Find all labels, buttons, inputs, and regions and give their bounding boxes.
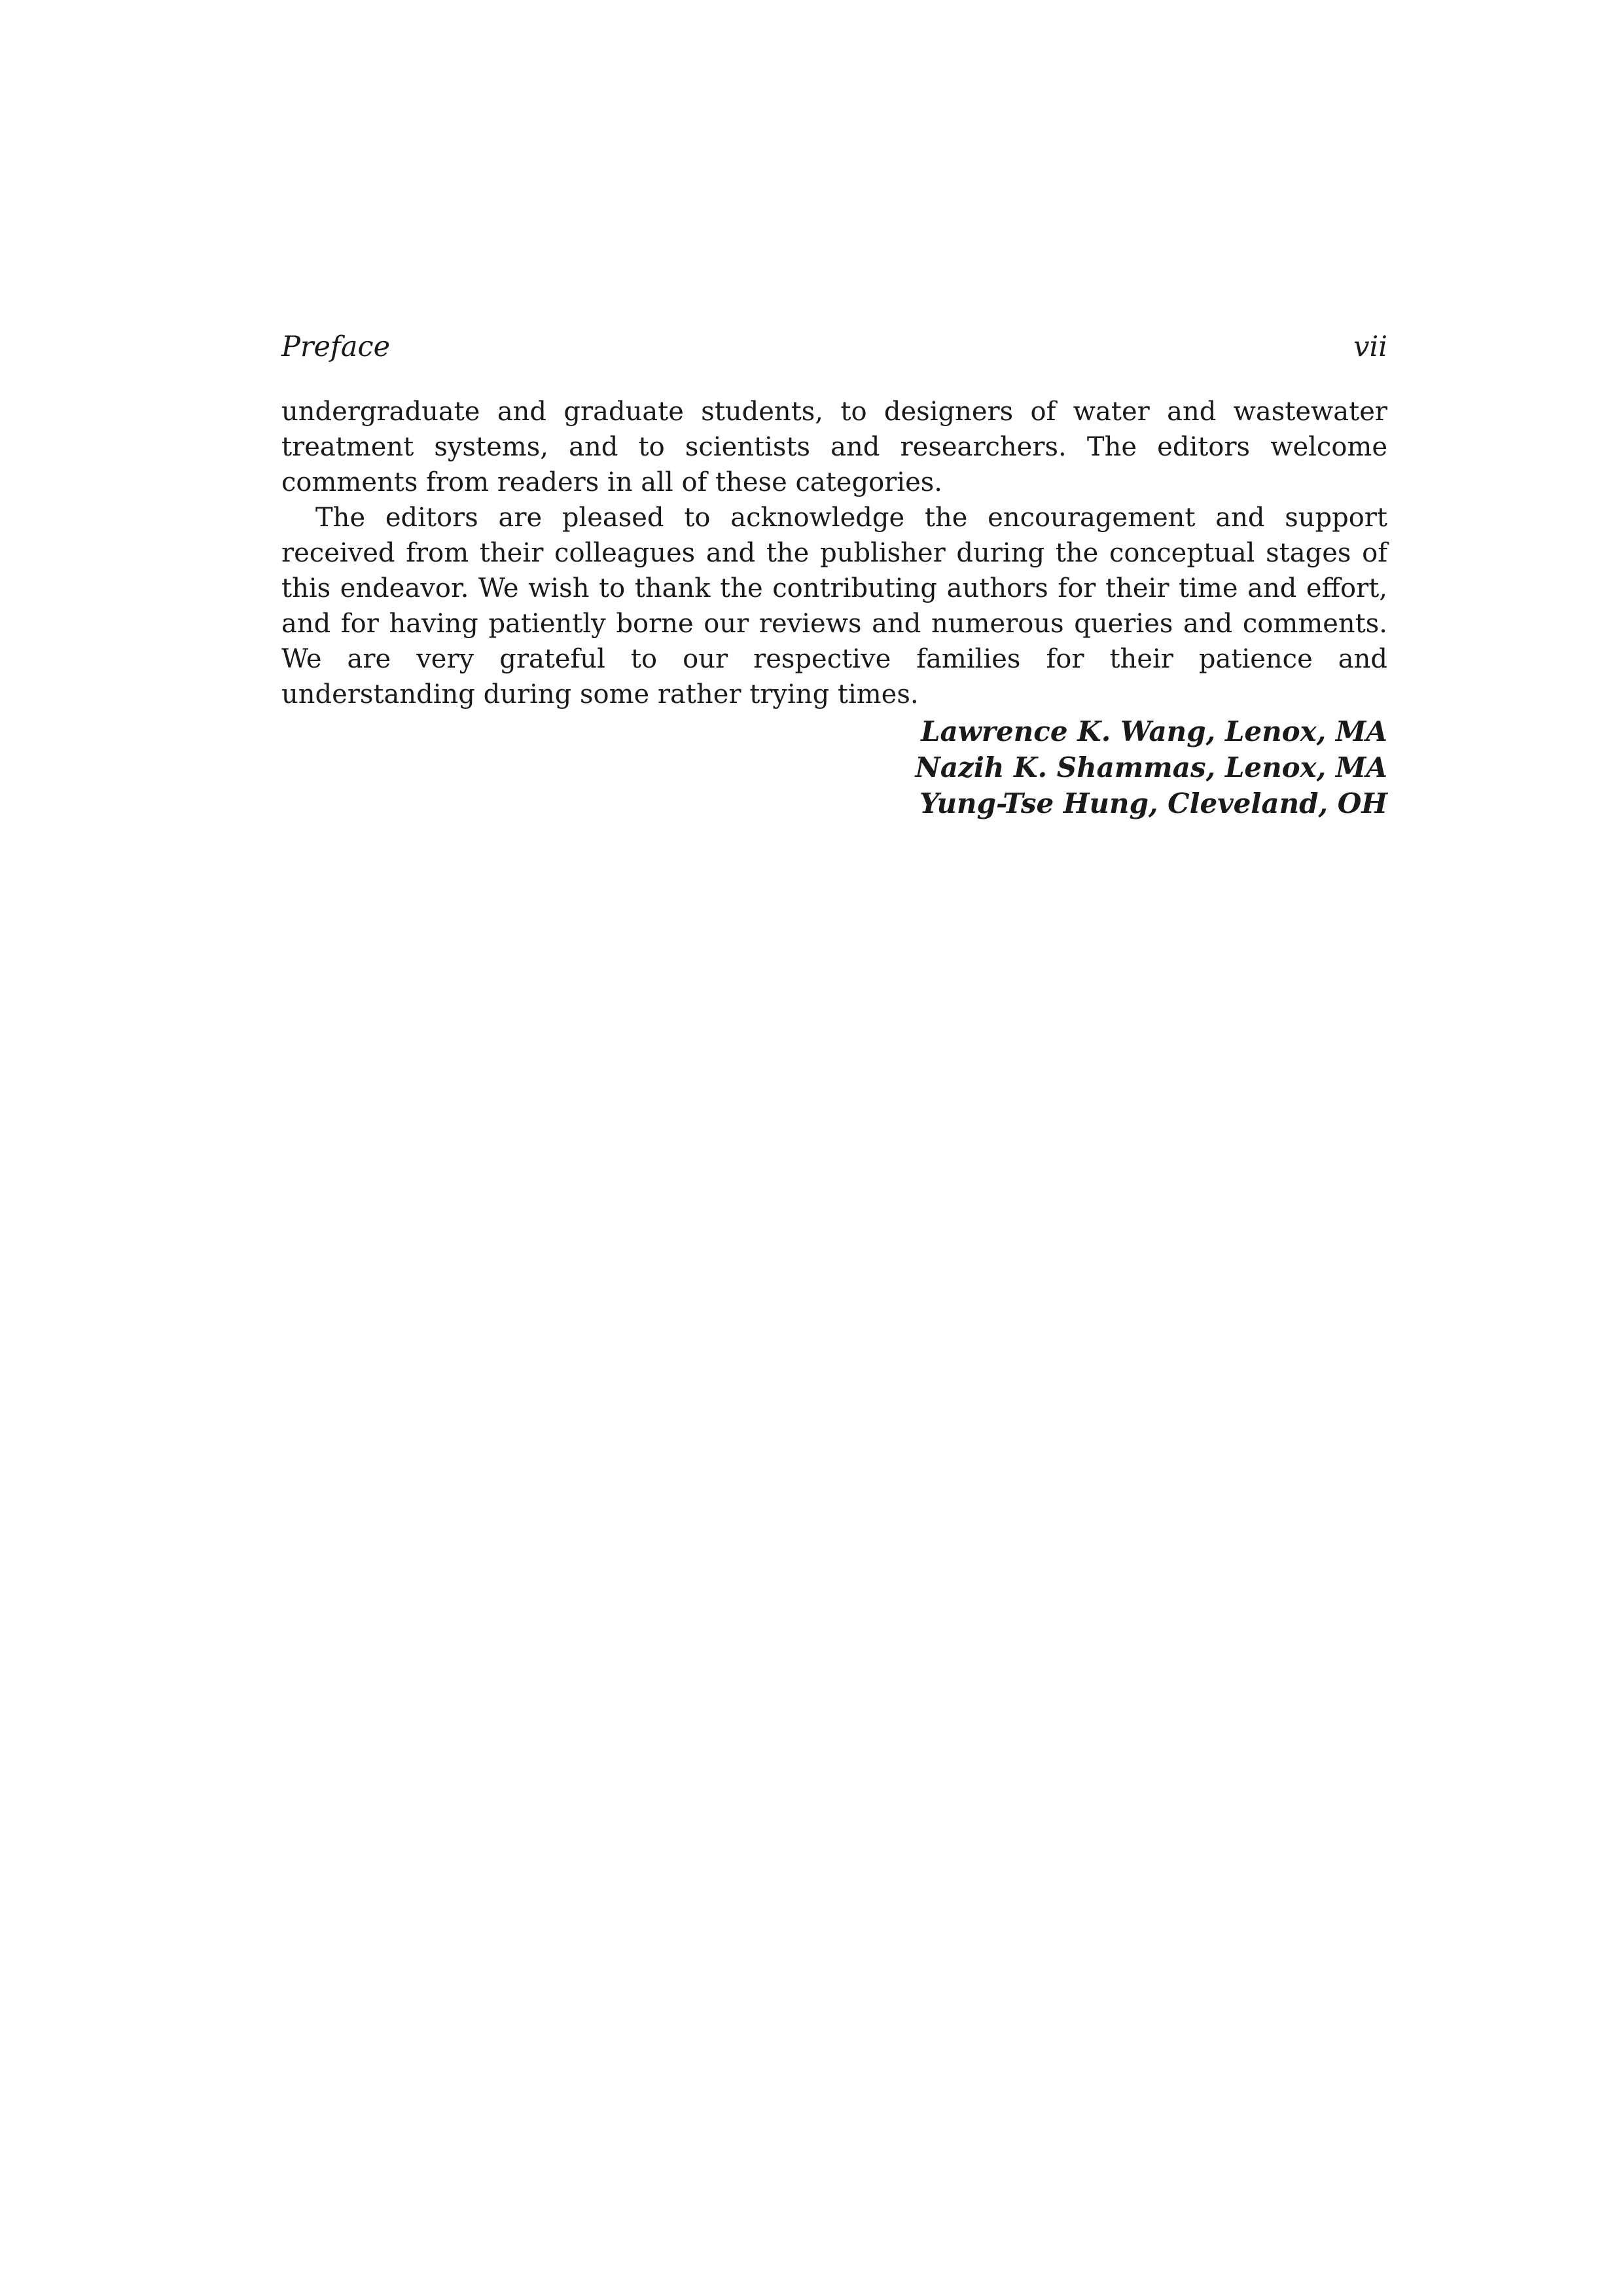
page-number: vii — [1353, 331, 1387, 363]
signature-line: Yung-Tse Hung, Cleveland, OH — [919, 787, 1387, 819]
section-title: Preface — [281, 331, 391, 363]
paragraph: undergraduate and graduate students, to designers of water and wastewater treatment systems, and to scientists and researchers. The editors welcome comments from readers in all of these categories. — [281, 397, 1387, 497]
signature-line: Lawrence K. Wang, Lenox, MA — [921, 715, 1387, 747]
signature-block — [281, 713, 1387, 821]
paragraph: The editors are pleased to acknowledge the encouragement and support received from their colleagues and the publisher during the conceptual stages of this endeavor. We wish to thank the contributing authors for their time and effort, and for having patiently borne our reviews and numerous queries and comments. We are very grateful to our respective families for their patience and understanding during some rather trying times. — [281, 503, 1387, 709]
signature-line: Nazih K. Shammas, Lenox, MA — [915, 751, 1387, 783]
running-header — [281, 327, 1387, 367]
body-text — [281, 394, 1387, 712]
